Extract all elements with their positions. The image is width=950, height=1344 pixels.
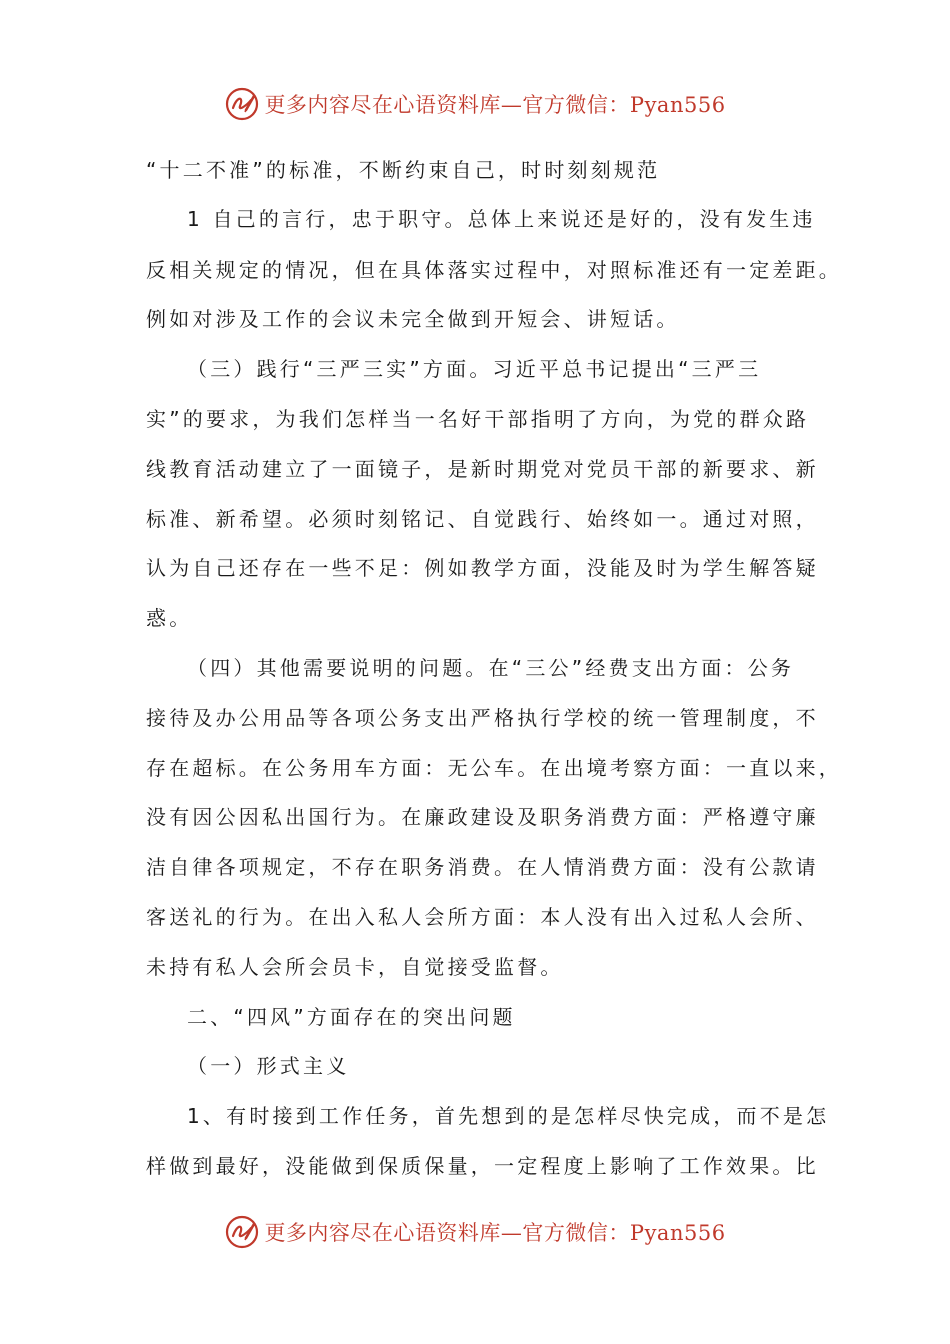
body-line: 客送礼的行为。在出入私人会所方面：本人没有出入过私人会所、 — [146, 905, 819, 929]
body-line: 反相关规定的情况，但在具体落实过程中，对照标准还有一定差距。 — [146, 258, 842, 282]
subsection-heading: （一）形式主义 — [187, 1054, 350, 1078]
body-line: 例如对涉及工作的会议未完全做到开短会、讲短话。 — [146, 307, 680, 331]
body-line: 线教育活动建立了一面镜子，是新时期党对党员干部的新要求、新 — [146, 457, 819, 481]
body-line: （四）其他需要说明的问题。在“三公”经费支出方面：公务 — [187, 656, 795, 680]
body-line: 样做到最好，没能做到保质保量，一定程度上影响了工作效果。比 — [146, 1154, 819, 1178]
body-line: “十二不准”的标准，不断约束自己，时时刻刻规范 — [146, 158, 661, 182]
body-line: 存在超标。在公务用车方面：无公车。在出境考察方面：一直以来， — [146, 756, 842, 780]
section-heading: 二、“四风”方面存在的突出问题 — [187, 1005, 516, 1029]
body-line: 1、有时接到工作任务，首先想到的是怎样尽快完成，而不是怎 — [187, 1104, 830, 1128]
body-line: 接待及办公用品等各项公务支出严格执行学校的统一管理制度，不 — [146, 706, 819, 730]
body-line: 惑。 — [146, 606, 193, 630]
signature-pen-logo-icon — [224, 1214, 260, 1250]
footer-watermark-banner — [0, 1212, 950, 1252]
body-line: 1 自己的言行，忠于职守。总体上来说还是好的，没有发生违 — [187, 207, 816, 231]
header-watermark-banner — [0, 84, 950, 124]
signature-pen-logo-icon — [224, 86, 260, 122]
body-line: 认为自己还存在一些不足：例如教学方面，没能及时为学生解答疑 — [146, 556, 819, 580]
body-line: 未持有私人会所会员卡，自觉接受监督。 — [146, 955, 564, 979]
body-line: 没有因公因私出国行为。在廉政建设及职务消费方面：严格遵守廉 — [146, 805, 819, 829]
body-line: 洁自律各项规定，不存在职务消费。在人情消费方面：没有公款请 — [146, 855, 819, 879]
body-line: （三）践行“三严三实”方面。习近平总书记提出“三严三 — [187, 357, 762, 381]
body-line: 标准、新希望。必须时刻铭记、自觉践行、始终如一。通过对照， — [146, 507, 819, 531]
footer-watermark-text: 更多内容尽在心语资料库—官方微信：Pyan556 — [264, 1221, 726, 1245]
body-line: 实”的要求，为我们怎样当一名好干部指明了方向，为党的群众路 — [146, 407, 810, 431]
header-watermark-text: 更多内容尽在心语资料库—官方微信：Pyan556 — [264, 93, 726, 117]
